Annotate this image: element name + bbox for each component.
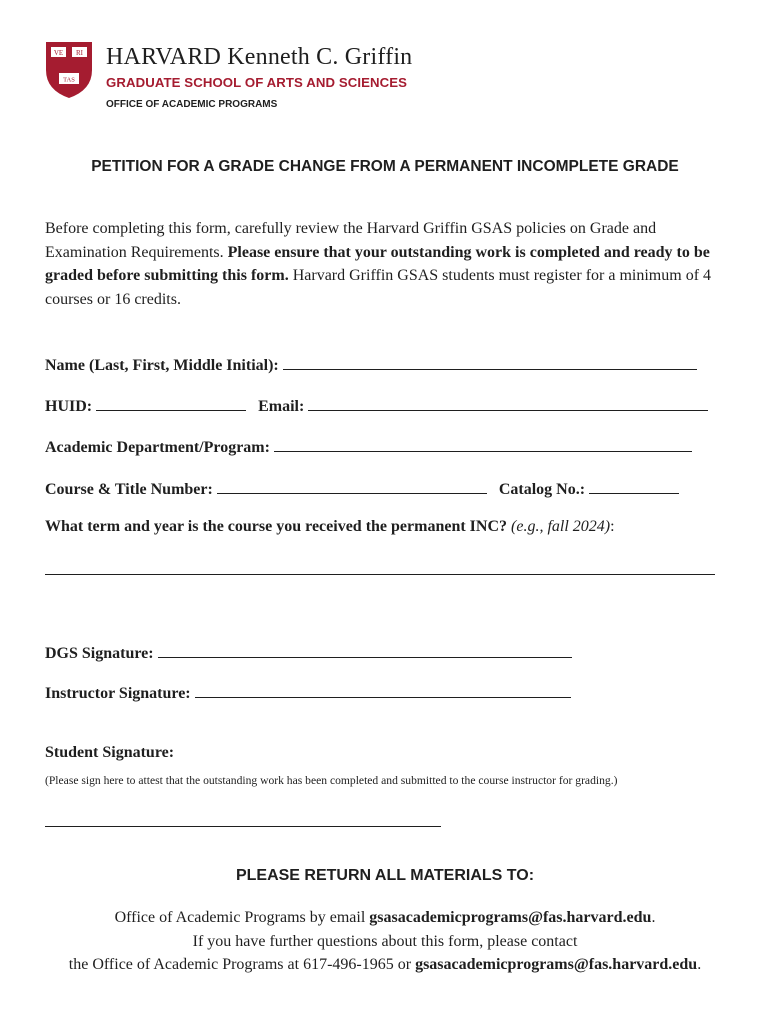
return-line-1-text: Office of Academic Programs by email xyxy=(114,909,370,926)
huid-email-row xyxy=(45,396,725,416)
department-row xyxy=(45,437,725,457)
return-email-1[interactable]: gsasacademicprograms@fas.harvard.edu xyxy=(369,909,652,926)
intro-text-1: Before completing this form, carefully review the Harvard Griffin GSAS policies on Grade and Examination Requirements. xyxy=(45,220,657,261)
dgs-signature-field[interactable] xyxy=(158,643,572,658)
term-label: What term and year is the course you received the permanent INC? xyxy=(45,518,508,535)
return-materials-heading: PLEASE RETURN ALL MATERIALS TO: xyxy=(235,867,535,884)
term-answer-row xyxy=(45,560,725,580)
student-signature-line-row xyxy=(45,812,725,832)
logo-office-name: OFFICE OF ACADEMIC PROGRAMS xyxy=(106,99,278,110)
course-label: Course & Title Number: xyxy=(45,481,213,498)
return-line-3-text: the Office of Academic Programs at 617-496-1965 or xyxy=(68,956,416,973)
return-email-2[interactable]: gsasacademicprograms@fas.harvard.edu xyxy=(415,956,698,973)
return-line-3-suffix: . xyxy=(697,956,702,973)
student-signature-label: Student Signature: xyxy=(45,744,175,761)
huid-label: HUID: xyxy=(45,398,93,415)
term-hint-suffix: : xyxy=(610,518,615,535)
return-instructions xyxy=(0,906,770,977)
catalog-label: Catalog No.: xyxy=(498,481,586,498)
logo-school-name: HARVARD Kenneth C. Griffin xyxy=(106,44,413,70)
catalog-field[interactable] xyxy=(589,479,679,494)
return-line-1-suffix: . xyxy=(651,909,656,926)
dgs-signature-row xyxy=(45,643,725,663)
course-row xyxy=(45,479,725,499)
return-line-2: If you have further questions about this form, please contact xyxy=(192,932,578,950)
harvard-logo xyxy=(44,40,444,120)
instructor-signature-row xyxy=(45,683,725,703)
student-signature-row xyxy=(45,744,725,762)
term-hint: (e.g., fall 2024) xyxy=(511,518,611,535)
intro-paragraph xyxy=(45,217,735,311)
shield-text-ri: RI xyxy=(76,49,83,57)
name-field[interactable] xyxy=(283,355,697,370)
shield-text-tas: TAS xyxy=(63,76,75,84)
form-title: PETITION FOR A GRADE CHANGE FROM A PERMANENT INCOMPLETE GRADE xyxy=(91,158,679,175)
name-row xyxy=(45,355,725,375)
instructor-signature-label: Instructor Signature: xyxy=(45,685,191,702)
email-label: Email: xyxy=(258,398,305,415)
intro-bold-text: Please ensure that your outstanding work is completed and ready to be graded before submitting this form. xyxy=(45,243,710,284)
instructor-signature-field[interactable] xyxy=(195,683,571,698)
email-field[interactable] xyxy=(308,396,708,411)
huid-field[interactable] xyxy=(96,396,246,411)
student-signature-field[interactable] xyxy=(45,812,441,827)
logo-school-subtitle: GRADUATE SCHOOL OF ARTS AND SCIENCES xyxy=(106,75,408,90)
name-label: Name (Last, First, Middle Initial): xyxy=(45,357,279,374)
veritas-shield-icon xyxy=(44,40,94,100)
intro-text-2: Harvard Griffin GSAS students must register for a minimum of 4 courses or 16 credits. xyxy=(45,267,712,308)
dgs-signature-label: DGS Signature: xyxy=(45,645,154,662)
return-line-3 xyxy=(0,953,770,977)
department-label: Academic Department/Program: xyxy=(45,439,270,456)
course-field[interactable] xyxy=(217,479,487,494)
student-signature-note: (Please sign here to attest that the outstanding work has been completed and submitted to the course instructor for grading.) xyxy=(45,774,618,787)
shield-text-ve: VE xyxy=(53,49,64,57)
department-field[interactable] xyxy=(274,437,692,452)
term-row xyxy=(45,518,725,536)
term-field[interactable] xyxy=(45,560,715,575)
return-line-1 xyxy=(0,906,770,930)
